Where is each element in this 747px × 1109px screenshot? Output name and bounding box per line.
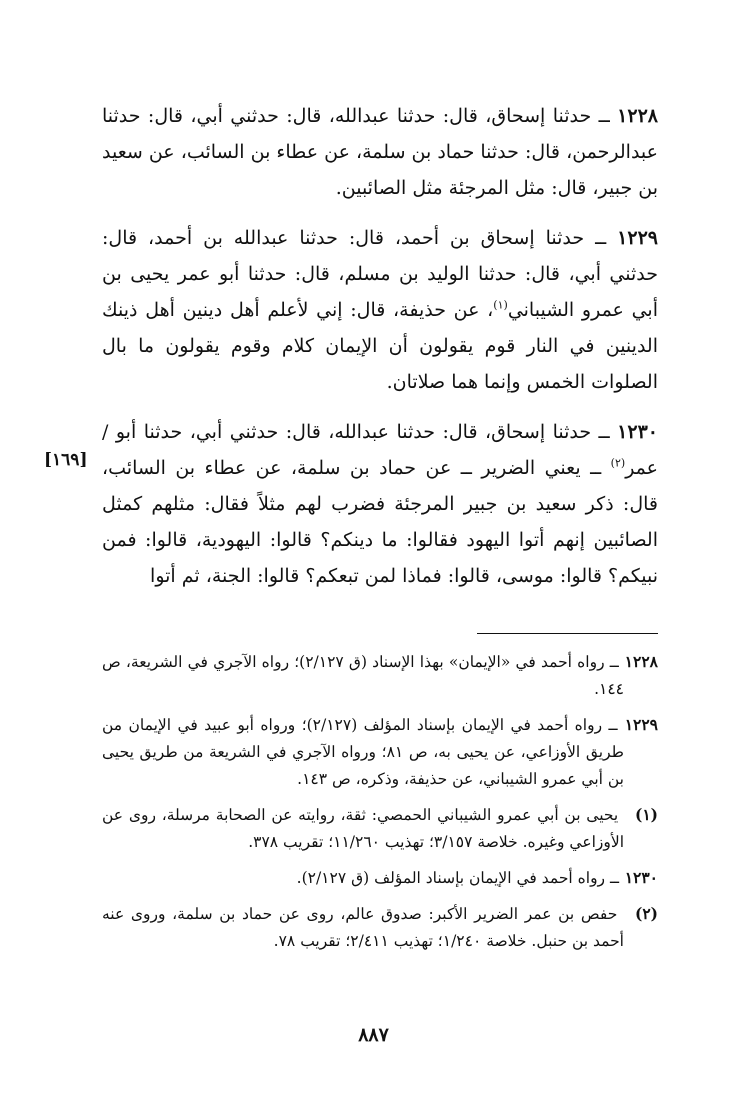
footnote-text: يحيى بن أبي عمرو الشيباني الحمصي: ثقة، روايته عن الصحابة مرسلة، روى عن الأوزاعي وغيره. خلاصة ٣/١٥٧؛ تهذيب ١١/٢٦٠؛ تقريب ٣٧٨. [102, 806, 624, 851]
footnote-ref-1: (١) [493, 298, 508, 312]
hadith-number: ١٢٢٨ [617, 105, 658, 127]
hadith-number: ١٢٢٩ [617, 227, 658, 249]
footnote-ref-2: (٢) [610, 456, 626, 470]
footnote-label: (٢) [634, 904, 658, 923]
hadith-text: ــ حدثنا إسحاق، قال: حدثنا عبدالله، قال: حدثني أبي، حدثنا أبو / عمر [102, 421, 658, 479]
footnote-text: ــ رواه أحمد في الإيمان بإسناد المؤلف (ق ٢/١٢٧). [296, 869, 620, 887]
hadith-text-continued: ــ يعني الضرير ــ عن حماد بن سلمة، عن عطاء بن السائب، قال: ذكر سعيد بن جبير المرجئة فضرب لهم مثلاً فقال: مثلهم كمثل الصائبين إنهم أتوا اليهود فقالوا: ما دينكم؟ قالوا: اليهودية، قالوا: فمن نبيكم؟ قالوا: موسى، قالوا: فماذا لمن تبعكم؟ قالوا: الجنة، ثم أتوا [102, 457, 658, 587]
footnote-1 [102, 801, 658, 856]
hadith-text: ــ حدثنا إسحاق بن أحمد، قال: حدثنا عبدالله بن أحمد، قال: حدثني أبي، قال: حدثنا الوليد بن مسلم، قال: حدثنا أبو عمر يحيى بن أبي عمرو الشيباني [102, 227, 658, 321]
footnote-1230 [102, 864, 658, 892]
footnote-label: ١٢٢٩ [624, 715, 658, 734]
hadith-number: ١٢٣٠ [617, 421, 658, 443]
footnote-label: ١٢٢٨ [624, 652, 658, 671]
hadith-text-continued: ، عن حذيفة، قال: إني لأعلم أهل دينين أهل ذينك الدينين في النار قوم يقولون أن الإيمان كلام وقوم يقولون ما بال الصلوات الخمس وإنما هما صلاتان. [102, 299, 658, 393]
footnote-2 [102, 900, 658, 955]
footnote-1229 [102, 711, 658, 793]
page-number: ٨٨٧ [358, 1024, 389, 1046]
footnote-text: ــ رواه أحمد في الإيمان بإسناد المؤلف (٢/١٢٧)؛ ورواه أبو عبيد في الإيمان من طريق الأوزاعي، عن يحيى به، ص ٨١؛ ورواه الآجري في الشريعة من طريق يحيى بن أبي عمرو الشيباني، عن حذيفة، وذكره، ص ١٤٣. [102, 716, 624, 788]
footnote-divider [477, 633, 658, 634]
footnote-text: حفص بن عمر الضرير الأكبر: صدوق عالم، روى عن حماد بن سلمة، وروى عنه أحمد بن حنبل. خلاصة ١/٢٤٠؛ تهذيب ٢/٤١١؛ تقريب ٧٨. [102, 905, 624, 950]
manuscript-folio-ref: [١٦٩] [44, 450, 88, 470]
footnote-text: ــ رواه أحمد في «الإيمان» بهذا الإسناد (ق ٢/١٢٧)؛ رواه الآجري في الشريعة، ص ١٤٤. [102, 653, 624, 698]
footnote-label: (١) [634, 805, 658, 824]
hadith-text: ــ حدثنا إسحاق، قال: حدثنا عبدالله، قال: حدثني أبي، قال: حدثنا عبدالرحمن، قال: حدثنا حماد بن سلمة، عن عطاء بن السائب، عن سعيد بن جبير، قال: مثل المرجئة مثل الصائبين. [102, 105, 658, 199]
hadith-1230 [102, 414, 658, 594]
footnote-1228 [102, 648, 658, 703]
main-text [102, 98, 658, 608]
hadith-1229 [102, 220, 658, 400]
footnotes [102, 648, 658, 963]
footnote-label: ١٢٣٠ [624, 868, 658, 887]
hadith-1228 [102, 98, 658, 206]
